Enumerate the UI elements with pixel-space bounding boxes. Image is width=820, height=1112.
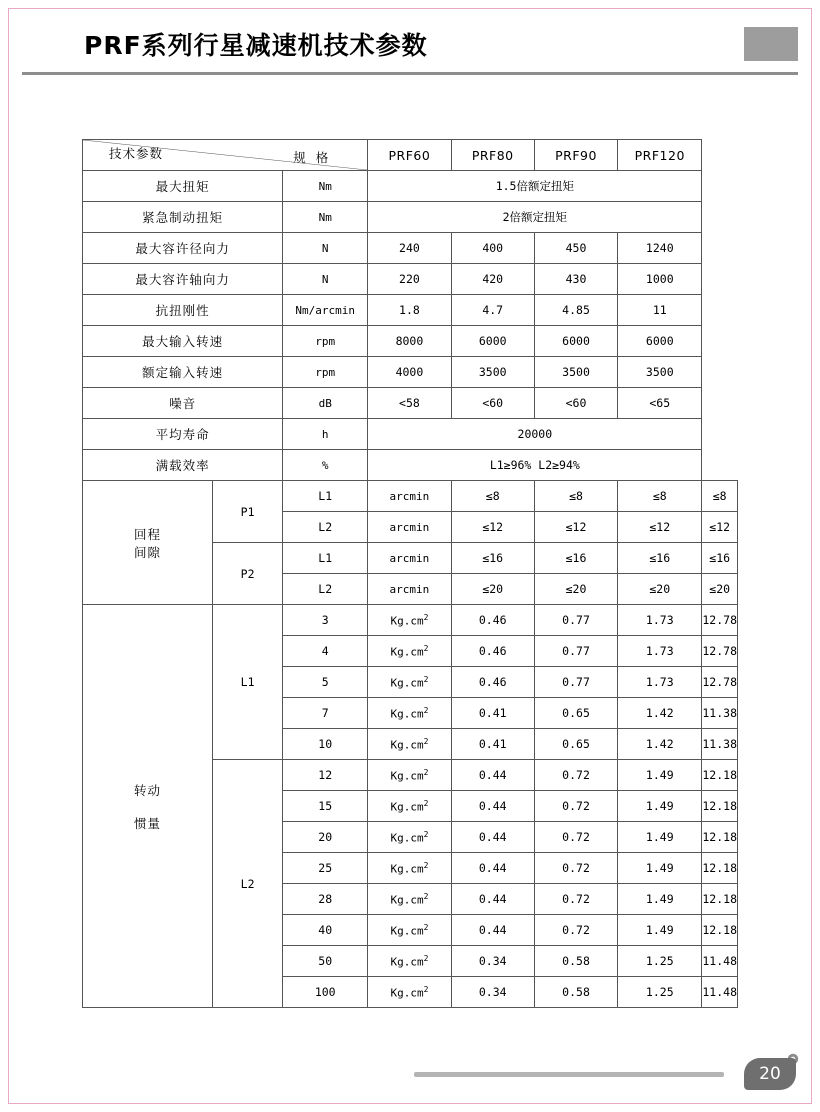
inertia-value: 0.72 — [534, 915, 617, 946]
model-header-prf60: PRF60 — [368, 140, 451, 171]
param-value: 4000 — [368, 357, 451, 388]
inertia-value: 0.72 — [534, 884, 617, 915]
backlash-section-label: 回程 间隙 — [83, 481, 213, 605]
inertia-value: 1.73 — [618, 605, 702, 636]
page-number-badge: 20 — [744, 1058, 796, 1090]
inertia-value: 0.44 — [451, 915, 534, 946]
table-row — [83, 295, 738, 326]
model-header-prf80: PRF80 — [451, 140, 534, 171]
inertia-value: 0.58 — [534, 977, 617, 1008]
backlash-stage-label: L1 — [283, 481, 368, 512]
param-value: <60 — [451, 388, 534, 419]
backlash-value: ≤20 — [451, 574, 534, 605]
model-header-prf120: PRF120 — [618, 140, 702, 171]
param-value-span: 1.5倍额定扭矩 — [368, 171, 702, 202]
param-unit: dB — [283, 388, 368, 419]
inertia-value: 12.78 — [702, 605, 738, 636]
inertia-ratio: 12 — [283, 760, 368, 791]
inertia-value: 1.49 — [618, 915, 702, 946]
param-value: 4.85 — [534, 295, 617, 326]
table-row — [83, 326, 738, 357]
param-unit: rpm — [283, 326, 368, 357]
param-value: 8000 — [368, 326, 451, 357]
spec-table — [82, 139, 738, 1008]
inertia-value: 0.77 — [534, 667, 617, 698]
backlash-unit: arcmin — [368, 481, 451, 512]
inertia-value: 0.46 — [451, 636, 534, 667]
param-value: 3500 — [618, 357, 702, 388]
param-unit: rpm — [283, 357, 368, 388]
backlash-value: ≤20 — [702, 574, 738, 605]
param-value: 3500 — [451, 357, 534, 388]
backlash-value: ≤8 — [534, 481, 617, 512]
inertia-unit: $Kg.cm^2$ — [368, 977, 451, 1008]
inertia-value: 11.38 — [702, 698, 738, 729]
inertia-value: 12.18 — [702, 884, 738, 915]
backlash-value: ≤16 — [618, 543, 702, 574]
param-value: 6000 — [451, 326, 534, 357]
table-row — [83, 450, 738, 481]
backlash-value: ≤16 — [534, 543, 617, 574]
param-value: 220 — [368, 264, 451, 295]
inertia-value: 0.77 — [534, 636, 617, 667]
table-header-row — [83, 140, 738, 171]
backlash-value: ≤20 — [618, 574, 702, 605]
param-value: 420 — [451, 264, 534, 295]
spec-table-container — [82, 139, 738, 1008]
inertia-value: 1.49 — [618, 760, 702, 791]
param-value: 240 — [368, 233, 451, 264]
param-value: 1240 — [618, 233, 702, 264]
inertia-unit: $Kg.cm^2$ — [368, 853, 451, 884]
inertia-value: 0.65 — [534, 729, 617, 760]
inertia-value: 0.46 — [451, 605, 534, 636]
inertia-ratio: 40 — [283, 915, 368, 946]
param-unit: Nm — [283, 202, 368, 233]
param-value: 1000 — [618, 264, 702, 295]
table-row — [83, 419, 738, 450]
inertia-unit: $Kg.cm^2$ — [368, 791, 451, 822]
inertia-unit: $Kg.cm^2$ — [368, 667, 451, 698]
inertia-value: 0.41 — [451, 729, 534, 760]
param-value-span: 20000 — [368, 419, 702, 450]
backlash-unit: arcmin — [368, 543, 451, 574]
param-label: 紧急制动扭矩 — [83, 202, 283, 233]
inertia-value: 11.48 — [702, 946, 738, 977]
inertia-value: 12.18 — [702, 791, 738, 822]
inertia-value: 12.18 — [702, 853, 738, 884]
table-row — [83, 357, 738, 388]
param-value: <60 — [534, 388, 617, 419]
table-row — [83, 233, 738, 264]
inertia-value: 1.49 — [618, 884, 702, 915]
inertia-value: 0.72 — [534, 853, 617, 884]
inertia-unit: $Kg.cm^2$ — [368, 636, 451, 667]
inertia-value: 12.18 — [702, 822, 738, 853]
corner-bottom-label: 技术参数 — [109, 146, 164, 161]
param-value: <65 — [618, 388, 702, 419]
param-unit: Nm — [283, 171, 368, 202]
backlash-value: ≤8 — [702, 481, 738, 512]
param-value: 1.8 — [368, 295, 451, 326]
backlash-value: ≤20 — [534, 574, 617, 605]
model-header-prf90: PRF90 — [534, 140, 617, 171]
inertia-unit: $Kg.cm^2$ — [368, 915, 451, 946]
inertia-value: 0.34 — [451, 946, 534, 977]
inertia-value: 0.72 — [534, 760, 617, 791]
backlash-value: ≤12 — [534, 512, 617, 543]
backlash-value: ≤16 — [702, 543, 738, 574]
inertia-value: 0.46 — [451, 667, 534, 698]
backlash-stage-label: L2 — [283, 574, 368, 605]
inertia-ratio: 20 — [283, 822, 368, 853]
param-unit: h — [283, 419, 368, 450]
inertia-value: 12.78 — [702, 636, 738, 667]
table-row — [83, 388, 738, 419]
inertia-value: 1.73 — [618, 636, 702, 667]
backlash-grade-label: P2 — [213, 543, 283, 605]
inertia-value: 1.25 — [618, 946, 702, 977]
inertia-value: 12.18 — [702, 915, 738, 946]
param-label: 平均寿命 — [83, 419, 283, 450]
param-value: <58 — [368, 388, 451, 419]
backlash-row — [83, 481, 738, 512]
page-header — [22, 22, 798, 74]
table-row — [83, 202, 738, 233]
inertia-value: 11.48 — [702, 977, 738, 1008]
inertia-ratio: 100 — [283, 977, 368, 1008]
inertia-value: 0.77 — [534, 605, 617, 636]
inertia-value: 0.72 — [534, 822, 617, 853]
inertia-value: 0.44 — [451, 822, 534, 853]
corner-top-label: 规 格 — [293, 150, 332, 165]
param-label: 最大容许轴向力 — [83, 264, 283, 295]
inertia-ratio: 15 — [283, 791, 368, 822]
inertia-value: 1.25 — [618, 977, 702, 1008]
inertia-unit: $Kg.cm^2$ — [368, 729, 451, 760]
inertia-value: 0.44 — [451, 884, 534, 915]
inertia-value: 0.44 — [451, 760, 534, 791]
inertia-stage-label: L2 — [213, 760, 283, 1008]
backlash-value: ≤8 — [618, 481, 702, 512]
header-divider — [22, 72, 798, 75]
backlash-stage-label: L2 — [283, 512, 368, 543]
inertia-unit: $Kg.cm^2$ — [368, 760, 451, 791]
inertia-value: 0.72 — [534, 791, 617, 822]
corner-header-cell — [83, 140, 368, 171]
inertia-section-label: 转动 惯量 — [83, 605, 213, 1008]
param-label: 最大扭矩 — [83, 171, 283, 202]
backlash-value: ≤8 — [451, 481, 534, 512]
param-label: 最大容许径向力 — [83, 233, 283, 264]
inertia-value: 1.42 — [618, 729, 702, 760]
inertia-value: 0.65 — [534, 698, 617, 729]
inertia-value: 1.49 — [618, 822, 702, 853]
param-label: 噪音 — [83, 388, 283, 419]
param-value: 11 — [618, 295, 702, 326]
param-unit: N — [283, 264, 368, 295]
param-label: 额定输入转速 — [83, 357, 283, 388]
param-value: 400 — [451, 233, 534, 264]
backlash-value: ≤16 — [451, 543, 534, 574]
inertia-value: 0.44 — [451, 853, 534, 884]
inertia-value: 12.78 — [702, 667, 738, 698]
inertia-ratio: 7 — [283, 698, 368, 729]
backlash-value: ≤12 — [451, 512, 534, 543]
param-value: 430 — [534, 264, 617, 295]
page-title: PRF系列行星减速机技术参数 — [84, 31, 428, 60]
param-value: 6000 — [534, 326, 617, 357]
inertia-unit: $Kg.cm^2$ — [368, 822, 451, 853]
inertia-ratio: 10 — [283, 729, 368, 760]
inertia-row — [83, 605, 738, 636]
param-unit: % — [283, 450, 368, 481]
backlash-value: ≤12 — [618, 512, 702, 543]
backlash-unit: arcmin — [368, 574, 451, 605]
inertia-ratio: 5 — [283, 667, 368, 698]
param-value: 3500 — [534, 357, 617, 388]
inertia-value: 1.49 — [618, 853, 702, 884]
backlash-grade-label: P1 — [213, 481, 283, 543]
inertia-ratio: 28 — [283, 884, 368, 915]
footer-rule — [414, 1072, 724, 1077]
inertia-value: 0.34 — [451, 977, 534, 1008]
inertia-value: 1.42 — [618, 698, 702, 729]
table-row — [83, 264, 738, 295]
backlash-unit: arcmin — [368, 512, 451, 543]
param-label: 最大输入转速 — [83, 326, 283, 357]
inertia-stage-label: L1 — [213, 605, 283, 760]
inertia-unit: $Kg.cm^2$ — [368, 946, 451, 977]
param-label: 抗扭刚性 — [83, 295, 283, 326]
param-unit: Nm/arcmin — [283, 295, 368, 326]
param-value-span: L1≥96% L2≥94% — [368, 450, 702, 481]
inertia-value: 0.58 — [534, 946, 617, 977]
param-label: 满载效率 — [83, 450, 283, 481]
table-row — [83, 171, 738, 202]
param-value: 6000 — [618, 326, 702, 357]
inertia-value: 1.49 — [618, 791, 702, 822]
backlash-stage-label: L1 — [283, 543, 368, 574]
header-accent-block — [744, 27, 798, 61]
inertia-unit: $Kg.cm^2$ — [368, 884, 451, 915]
param-unit: N — [283, 233, 368, 264]
param-value-span: 2倍额定扭矩 — [368, 202, 702, 233]
inertia-value: 12.18 — [702, 760, 738, 791]
inertia-value: 11.38 — [702, 729, 738, 760]
param-value: 4.7 — [451, 295, 534, 326]
inertia-ratio: 50 — [283, 946, 368, 977]
inertia-ratio: 3 — [283, 605, 368, 636]
inertia-ratio: 25 — [283, 853, 368, 884]
inertia-unit: $Kg.cm^2$ — [368, 605, 451, 636]
inertia-value: 1.73 — [618, 667, 702, 698]
backlash-value: ≤12 — [702, 512, 738, 543]
inertia-ratio: 4 — [283, 636, 368, 667]
param-value: 450 — [534, 233, 617, 264]
inertia-value: 0.41 — [451, 698, 534, 729]
inertia-value: 0.44 — [451, 791, 534, 822]
inertia-unit: $Kg.cm^2$ — [368, 698, 451, 729]
